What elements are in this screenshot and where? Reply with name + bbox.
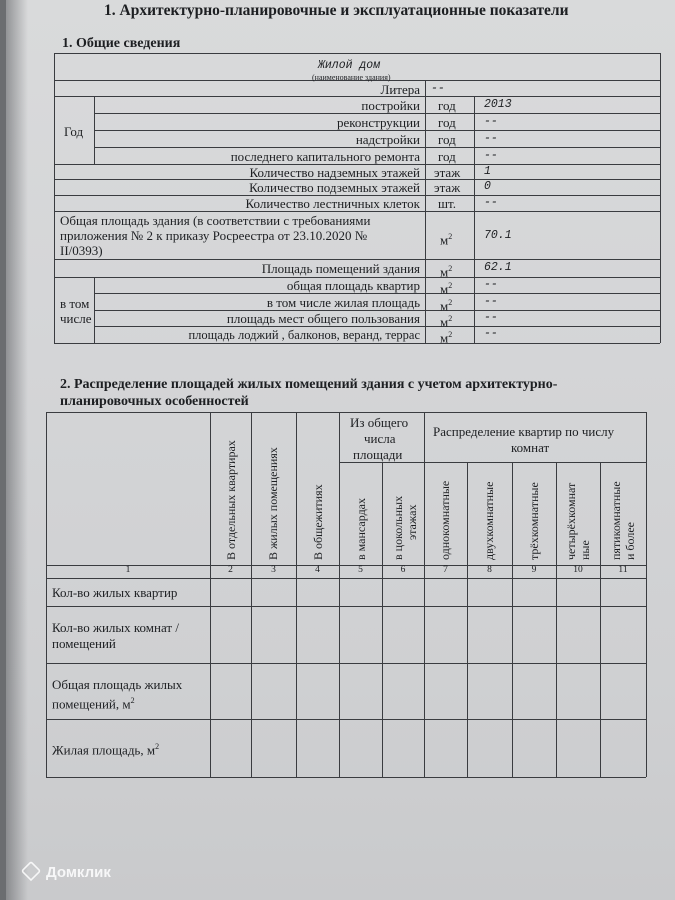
nadzemnyh-label: Количество надземных этажей [249,165,420,180]
zhilaya-unit: $м^2$ [440,298,453,314]
col-number: 9 [531,565,537,575]
col-number: 2 [228,565,233,575]
col-header-four-room-1: четырёхкомнат [564,482,578,560]
nadstroiki-unit: год [438,132,456,147]
col-header-basement-2: этажах [405,504,419,540]
obshego-value: -- [484,311,498,324]
col-header-attics: в мансардах [354,498,368,560]
col-number: 5 [358,565,363,575]
kvartir-value: -- [484,278,498,291]
section2-heading [60,376,620,410]
obshaya-unit: $м^2$ [440,232,453,248]
watermark-text: Домклик [46,864,111,881]
col-number: 8 [487,565,492,575]
obshaya-label-1: Общая площадь здания (в соответствии с требованиями [60,213,371,228]
domclick-logo-icon [21,861,41,881]
col-number: 4 [315,565,320,575]
col-header-four-room-2: ные [578,540,592,560]
col-header-three-room: трёхкомнатные [527,482,541,560]
section1-heading: 1. Общие сведения [62,36,181,51]
col-header-living-rooms: В жилых помещениях [266,447,280,560]
kvartir-unit: $м^2$ [440,281,453,297]
kvartir-label: общая площадь квартир [286,278,420,293]
col-header-basement-1: в цокольных [391,495,405,560]
obshaya-value: 70.1 [484,229,512,242]
group-header-of-total-1: Из общего [350,415,409,430]
col-number: 6 [400,565,406,575]
col-number: 11 [618,565,628,575]
obshaya-label-2: приложения № 2 к приказу Росреестра от 23.10.2020 № [60,228,368,243]
col-number: 1 [125,565,131,575]
col-header-two-room: двухкомнатные [482,481,496,560]
v-tom-chisle-label-2: числе [60,311,92,326]
col-number: 7 [443,565,448,575]
lodzhiy-unit: $м^2$ [440,330,453,346]
row-label-total-area-2: помещений, $м^2$ [52,696,135,712]
col-number: 10 [573,565,583,575]
col-header-five-room-1: пятикомнатные [609,481,623,560]
v-tom-chisle-label-1: в том [60,296,90,311]
group-header-of-total-2: числа [364,431,396,446]
kletok-label: Количество лестничных клеток [245,196,420,211]
litera-label: Литера [380,82,420,97]
group-header-rooms-1: Распределение квартир по числу [433,424,615,439]
kap-remont-value: -- [484,149,498,162]
nadzemnyh-value: 1 [484,165,491,178]
building-name-caption: (наименование здания) [312,73,391,82]
row-label-rooms-1: Кол-во жилых комнат / [52,620,179,635]
row-label-living-area: Жилая площадь, $м^2$ [52,742,160,758]
nadstroiki-label: надстройки [355,132,420,147]
page-edge-shadow [6,0,28,900]
god-label: Год [64,124,84,139]
col-header-five-room-2: и более [623,521,637,560]
nadstroiki-value: -- [484,132,498,145]
section2-heading-line2: планировочных особенностей [60,394,249,409]
row-label-apartments: Кол-во жилых квартир [52,585,178,600]
domclick-watermark [22,862,111,881]
kletok-unit: шт. [438,196,456,211]
postroiki-label: постройки [361,98,420,113]
rekonstrukcii-label: реконструкции [336,115,420,130]
kap-remont-unit: год [438,149,456,164]
zhilaya-value: -- [484,295,498,308]
document-title: 1. Архитектурно-планировочные и эксплуатационные показатели [104,2,569,19]
obshego-unit: $м^2$ [440,314,453,330]
col-header-dormitories: В общежитиях [311,484,325,560]
podzemnyh-unit: этаж [434,180,461,195]
col-number: 3 [271,565,276,575]
litera-value: -- [431,82,445,95]
obshaya-label-3: II/0393) [60,243,103,258]
rekonstrukcii-value: -- [484,115,498,128]
col-header-separate-apartments: В отдельных квартирах [224,440,238,560]
pomesheniy-value: 62.1 [484,261,512,274]
podzemnyh-label: Количество подземных этажей [249,180,420,195]
lodzhiy-value: -- [484,327,498,340]
lodzhiy-label: площадь лоджий , балконов, веранд, террас [188,328,420,342]
pomesheniy-label: Площадь помещений здания [261,261,420,276]
postroiki-value: 2013 [484,98,512,111]
row-label-rooms-2: помещений [52,636,116,651]
zhilaya-label: в том числе жилая площадь [266,295,420,310]
kap-remont-label: последнего капитального ремонта [230,149,420,164]
row-label-total-area-1: Общая площадь жилых [52,677,183,692]
rekonstrukcii-unit: год [438,115,456,130]
building-name: Жилой дом [318,59,381,72]
group-header-of-total-3: площади [353,447,403,462]
obshego-label: площадь мест общего пользования [226,311,420,326]
group-header-rooms-2: комнат [511,440,550,455]
pomesheniy-unit: $м^2$ [440,264,453,280]
podzemnyh-value: 0 [484,180,491,193]
postroiki-unit: год [438,98,456,113]
kletok-value: -- [484,196,498,209]
section2-heading-line1: 2. Распределение площадей жилых помещений здания с учетом архитектурно- [60,377,558,392]
col-header-one-room: однокомнатные [438,480,452,560]
nadzemnyh-unit: этаж [434,165,461,180]
